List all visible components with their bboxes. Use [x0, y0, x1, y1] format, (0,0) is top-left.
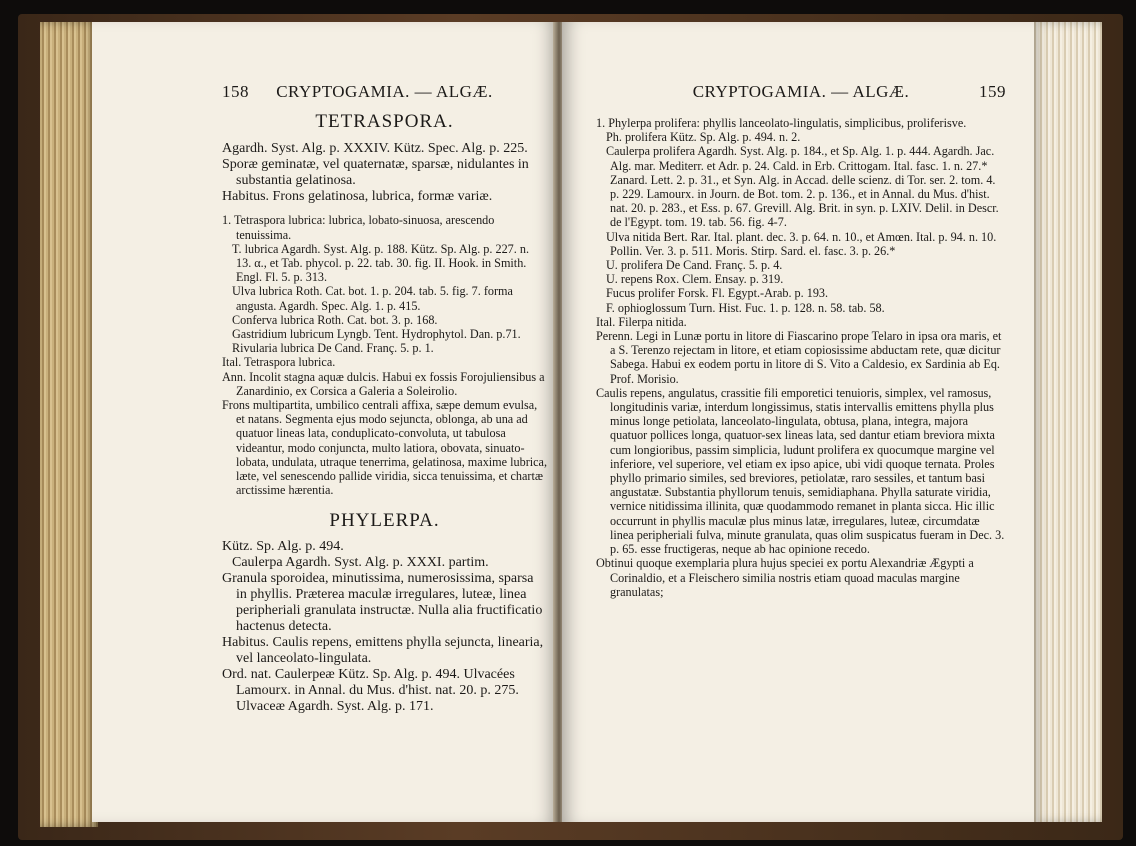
page-number: 159 [979, 82, 1006, 101]
left-page [92, 22, 556, 822]
right-text-block [596, 116, 1006, 599]
species-line: Ulva lubrica Roth. Cat. bot. 1. p. 204. tab. 5. fig. 7. forma angusta. Agardh. Spec. Alg. 1. p. 415. [232, 284, 513, 313]
species-line: U. repens Rox. Clem. Ensay. p. 319. [606, 272, 784, 287]
page-number: 158 [222, 82, 249, 101]
species-line: Conferva lubrica Roth. Cat. bot. 3. p. 168. [232, 312, 438, 327]
species-line: Caulis repens, angulatus, crassitie fili emporetici tenuioris, simplex, vel ramosus, longitudinis variæ, interdum longissimus, statis intervallis emittens phylla plus minus longe petiolata, lanceolato-lingulata, obtusa, plana, integra, majora quatuor pollices longa, quatuor-sex lineas lata, sed dantur etiam breviora mixta cum longioribus, passim simplicia, ludunt prolifera ex quocumque margine vel inferiore, vel superiore, vel etiam ex ipso apice, ubi vidi quoque ternata. Proles phyllo primario similes, sed breviores, petiolatæ, raro sessiles, et tantum basi angustatæ. Substantia phyllorum tenuis, semidiaphana. Phylla saturate viridia, vernice nitidissima illinita, quæ quodammodo remanet in planta sicca. Hic illic occurrunt in phyllis maculæ plus minus latæ, irregulares, luteæ, circumdatæ linea peripheriali fulva, minute granulata, quas olim suspicatus fueram in Dec. 3. p. 65. esse fructigeras, neque ab hac opinione recedo. [596, 385, 1005, 557]
species-line: Ulva nitida Bert. Rar. Ital. plant. dec. 3. p. 64. n. 10., et Amœn. Ital. p. 94. n. 10. Pollin. Ver. 3. p. 511. Moris. Stirp. Sard. el. fasc. 3. p. 26.* [606, 229, 997, 258]
running-title: CRYPTOGAMIA. — ALGÆ. [692, 82, 910, 101]
paragraph: Habitus. Caulis repens, emittens phylla sejuncta, linearia, vel lanceolato-lingulata. [222, 634, 544, 666]
species-line: Perenn. Legi in Lunæ portu in litore di Fiascarino prope Telaro in ipsa ora maris, et a S. Terenzo rejectam in litore, et etiam copiosissime abductam rete, quæ dicitur Sabega. Habui ex eodem portu in litore di S. Vito a Caldesio, ex Sardinia ab Eq. Prof. Morisio. [596, 329, 1002, 386]
species-line: Obtinui quoque exemplaria plura hujus speciei ex portu Alexandriæ Ægypti a Corinaldio, et a Fleischero similia nostris etiam quoad maculas margine granulatas; [596, 556, 974, 599]
species-line: T. lubrica Agardh. Syst. Alg. p. 188. Kütz. Sp. Alg. p. 227. n. 13. α., et Tab. phycol. p. 22. tab. 30. fig. II. Hook. in Smith. Engl. Fl. 5. p. 313. [232, 241, 530, 285]
paragraph: Granula sporoidea, minutissima, numerosissima, sparsa in phyllis. Præterea maculæ irregulares, luteæ, linea peripheriali granulata instructæ. Nulla alia fructificatio hactenus detecta. [222, 570, 543, 634]
species-line: 1. Tetraspora lubrica: lubrica, lobato-sinuosa, arescendo tenuissima. [222, 213, 495, 242]
species-line: F. ophioglossum Turn. Hist. Fuc. 1. p. 128. n. 58. tab. 58. [606, 300, 885, 315]
genus-title-phylerpa: PHYLERPA. [329, 510, 440, 532]
paragraph: Kütz. Sp. Alg. p. 494. [222, 538, 344, 554]
paragraph: Sporæ geminatæ, vel quaternatæ, sparsæ, nidulantes in substantia gelatinosa. [222, 157, 529, 189]
paragraph: Ord. nat. Caulerpeæ Kütz. Sp. Alg. p. 494. Ulvacées Lamourx. in Annal. du Mus. d'hist. nat. 20. p. 275. Ulvaceæ Agardh. Syst. Alg. p. 171. [222, 666, 519, 714]
species-line: Fucus prolifer Forsk. Fl. Egypt.-Arab. p. 193. [606, 286, 829, 301]
paragraph: Agardh. Syst. Alg. p. XXXIV. Kütz. Spec. Alg. p. 225. [222, 141, 528, 157]
paragraph: Habitus. Frons gelatinosa, lubrica, formæ variæ. [222, 189, 493, 205]
genus-title-tetraspora: TETRASPORA. [315, 111, 454, 132]
species-line: Ann. Incolit stagna aquæ dulcis. Habui ex fossis Forojuliensibus a Zanardinio, ex Corsica a Galeria a Soleirolio. [222, 369, 545, 398]
running-title: CRYPTOGAMIA. — ALGÆ. [276, 82, 493, 101]
species-line: 1. Phylerpa prolifera: phyllis lanceolato-lingulatis, simplicibus, proliferisve. [596, 116, 967, 130]
species-line: Frons multipartita, umbilico centrali affixa, sæpe demum evulsa, et natans. Segmenta ejus modo sejuncta, oblonga, ab una ad quatuor lineas lata, conduplicato-convoluta, ut tabulosa videantur, modo conjuncta, multo latiora, obovata, sinuato-lobata, undulata, utraque tenerrima, gelatinosa, maxime lubrica, læte, vel senescendo pallide viridia, sicca tenuissima, et chartæ arctissime hærentia. [222, 397, 548, 498]
paragraph: Caulerpa Agardh. Syst. Alg. p. XXXI. partim. [232, 554, 489, 570]
left-text-block [222, 111, 548, 715]
species-line: Rivularia lubrica De Cand. Franç. 5. p. 1. [232, 341, 434, 356]
species-line: Ph. prolifera Kütz. Sp. Alg. p. 494. n. 2. [606, 130, 801, 145]
species-line: Gastridium lubricum Lyngb. Tent. Hydrophytol. Dan. p.71. [232, 326, 521, 341]
species-line: Ital. Filerpa nitida. [596, 314, 687, 329]
species-line: Ital. Tetraspora lubrica. [222, 355, 336, 370]
page-edges-left [40, 22, 98, 827]
right-page [562, 22, 1034, 822]
species-line: U. prolifera De Cand. Franç. 5. p. 4. [606, 258, 783, 273]
page-edges-right [1032, 22, 1102, 822]
species-line: Caulerpa prolifera Agardh. Syst. Alg. p. 184., et Sp. Alg. 1. p. 444. Agardh. Jac. Alg. mar. Mediterr. et Adr. p. 24. Cald. in Erb. Crittogam. Ital. fasc. 1. n. 27.* Zanard. Lett. 2. p. 31., et Syn. Alg. in Accad. delle scienz. di Tor. ser. 2. tom. 4. p. 229. Lamourx. in Journ. de Bot. tom. 2. p. 136., et in Annal. du Mus. d'hist. nat. 20. p. 283., et Ess. p. 67. Grevill. Alg. Brit. in syn. p. LXIV. Delil. in Descr. de l'Egypt. tom. 19. tab. 56. fig. 4-7. [606, 144, 999, 230]
